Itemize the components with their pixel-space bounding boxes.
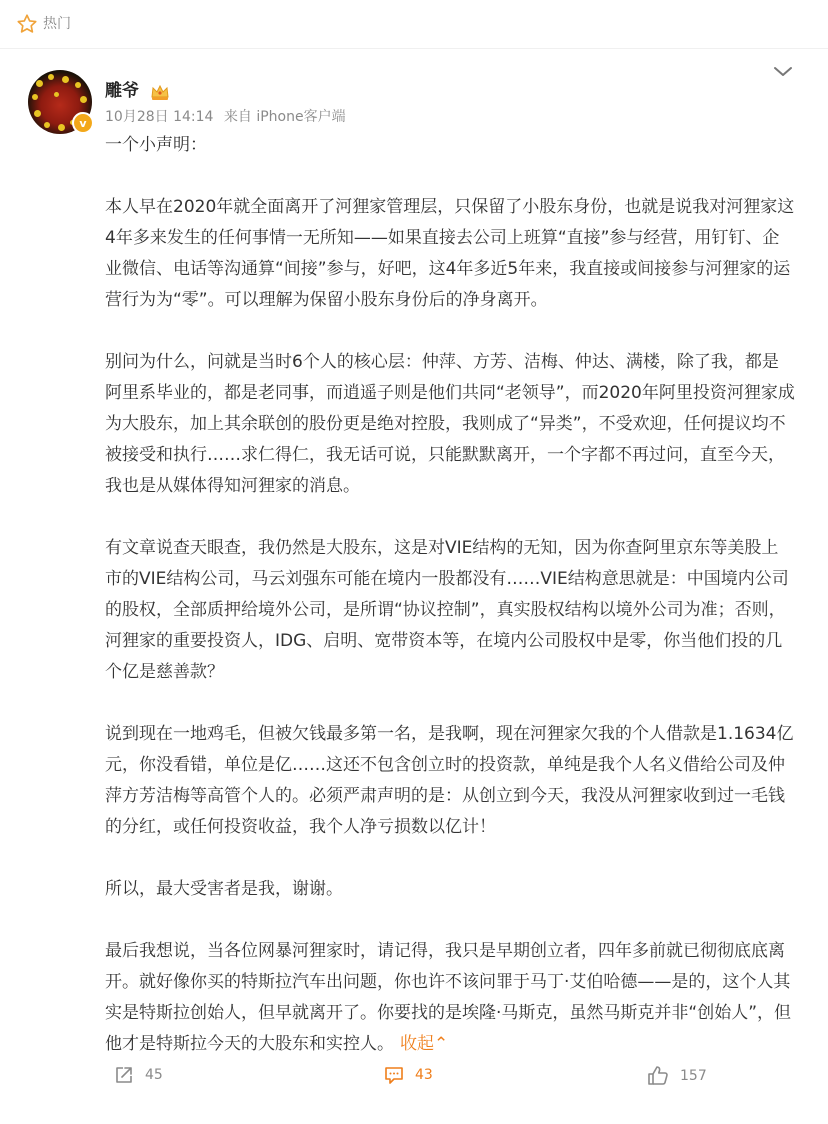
chevron-down-icon[interactable] xyxy=(772,64,794,80)
action-bar xyxy=(0,1050,828,1110)
comment-count: 43 xyxy=(415,1067,433,1083)
post-source: 来自 iPhone客户端 xyxy=(223,109,346,125)
post-paragraph-text: 最后我想说，当各位网暴河狸家时，请记得，我只是早期创立者，四年多前就已彻彻底底离开。就好像你买的特斯拉汽车出问题，你也许不该问罪于马丁·艾伯哈德——是的，这个人其实是特斯拉创始人，但早就离开了。你要找的是埃隆·马斯克，虽然马斯克并非“创始人”，但他才是特斯拉今天的大股东和实控人。 xyxy=(105,941,792,1054)
comment-bubble-icon xyxy=(383,1064,405,1086)
post-paragraph: 一个小声明： xyxy=(105,135,207,155)
comment-button[interactable] xyxy=(383,1064,433,1086)
post-paragraph: 说到现在一地鸡毛，但被欠钱最多第一名，是我啊，现在河狸家欠我的个人借款是1.1634亿元，你没看错，单位是亿……这还不包含创立时的投资款，单纯是我个人名义借给公司及仲萍方芳洁梅等高管个人的。必须严肃声明的是：从创立到今天，我没从河狸家收到过一毛钱的分红，或任何投资收益，我个人净亏损数以亿计！ xyxy=(105,724,794,837)
hot-header xyxy=(0,0,828,50)
author-name[interactable]: 雕爷 xyxy=(105,81,139,101)
star-outline-icon xyxy=(16,13,38,35)
collapse-label: 收起 xyxy=(400,1034,434,1054)
member-crown-icon xyxy=(150,83,170,101)
verified-badge-icon: v xyxy=(72,112,94,134)
post-paragraph: 有文章说查天眼查，我仍然是大股东，这是对VIE结构的无知，因为你查阿里京东等美股上市的VIE结构公司，马云刘强东可能在境内一股都没有……VIE结构意思就是：中国境内公司的股权，全部质押给境外公司，是所谓“协议控制”，真实股权结构以境外公司为准；否则，河狸家的重要投资人，IDG、启明、宽带资本等，在境内公司股权中是零，你当他们投的几个亿是慈善款？ xyxy=(105,538,789,682)
post-meta xyxy=(105,107,346,127)
post-paragraph: 别问为什么，问就是当时6个人的核心层：仲萍、方芳、洁梅、仲达、满楼，除了我，都是阿里系毕业的，都是老同事，而逍遥子则是他们共同“老领导”，而2020年阿里投资河狸家成为大股东，加上其余联创的股份更是绝对控股，我则成了“异类”，不受欢迎，任何提议均不被接受和执行……求仁得仁，我无话可说，只能默默离开，一个字都不再过问，直至今天，我也是从媒体得知河狸家的消息。 xyxy=(105,352,795,496)
author-avatar[interactable] xyxy=(28,70,92,134)
chevron-up-icon: ⌃ xyxy=(434,1034,449,1054)
repost-button[interactable] xyxy=(113,1064,163,1086)
post-content xyxy=(105,130,795,1091)
share-arrow-icon xyxy=(113,1064,135,1086)
repost-count: 45 xyxy=(145,1067,163,1083)
hot-label: 热门 xyxy=(43,16,71,32)
post-paragraph-last xyxy=(105,936,795,1060)
like-button[interactable] xyxy=(646,1064,707,1088)
thumbs-up-icon xyxy=(646,1064,670,1088)
like-count: 157 xyxy=(680,1068,707,1084)
post-paragraph: 本人早在2020年就全面离开了河狸家管理层，只保留了小股东身份，也就是说我对河狸家这4年多来发生的任何事情一无所知——如果直接去公司上班算“直接”参与经营，用钉钉、企业微信、电话等沟通算“间接”参与，好吧，这4年多近5年来，我直接或间接参与河狸家的运营行为为“零”。可以理解为保留小股东身份后的净身离开。 xyxy=(105,197,795,310)
post-paragraph: 所以，最大受害者是我，谢谢。 xyxy=(105,879,343,899)
post-date: 10月28日 14:14 xyxy=(105,109,214,125)
header-divider xyxy=(0,48,828,49)
